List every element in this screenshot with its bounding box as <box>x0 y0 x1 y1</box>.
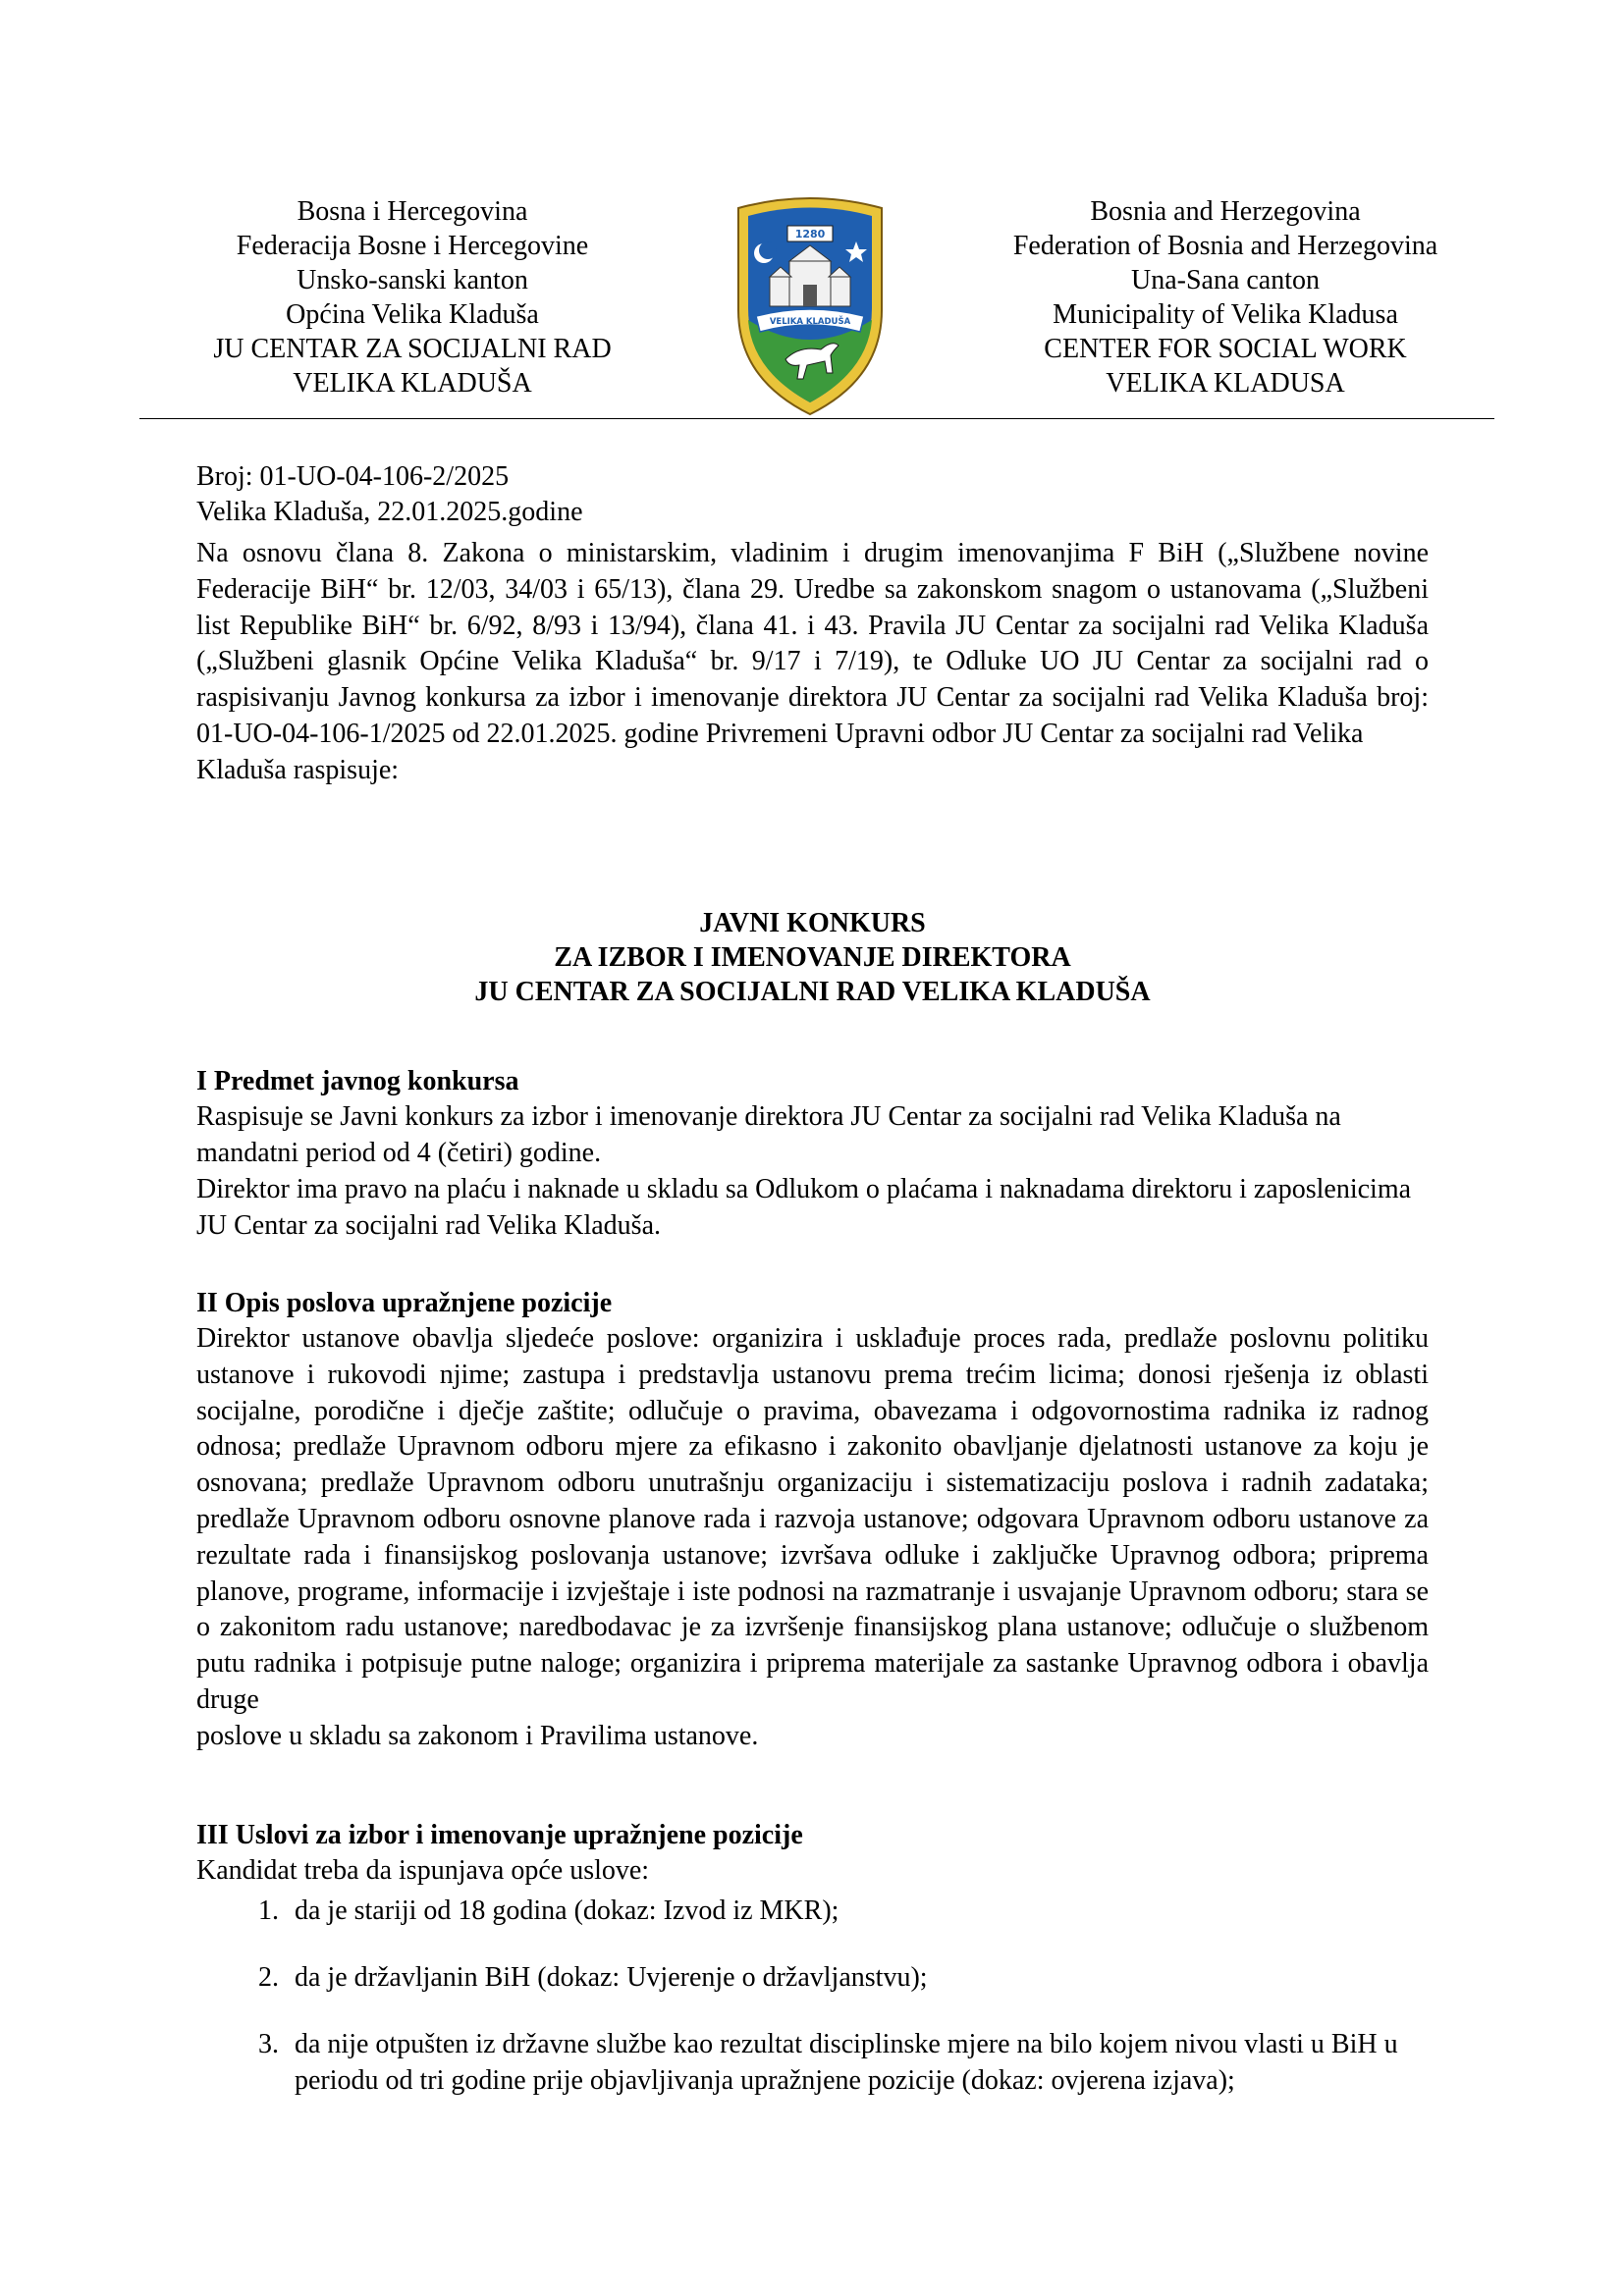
header-left-line: Federacija Bosne i Hercegovine <box>236 231 589 261</box>
list-item-number: 2. <box>258 1962 279 1993</box>
header-right-line: Municipality of Velika Kladusa <box>1053 299 1398 330</box>
intro-paragraph <box>196 536 1429 789</box>
header-left-line: Općina Velika Kladuša <box>286 299 539 330</box>
section-1-paragraph-2: Direktor ima pravo na plaću i naknade u skladu sa Odlukom o plaćama i naknadama direktoru i zaposlenicima JU Centar za socijalni rad Velika Kladuša. <box>196 1174 1412 1241</box>
svg-text:VELIKA KLADUŠA: VELIKA KLADUŠA <box>769 317 851 327</box>
header-right-line: CENTER FOR SOCIAL WORK <box>1044 334 1407 364</box>
title-line: JU CENTAR ZA SOCIJALNI RAD VELIKA KLADUŠA <box>474 977 1151 1007</box>
list-item-text: da je državljanin BiH (dokaz: Uvjerenje o državljanstvu); <box>295 1962 928 1993</box>
header-right-line: Una-Sana canton <box>1130 265 1321 295</box>
section-2-heading: II Opis poslova upražnjene pozicije <box>196 1288 613 1318</box>
header-left-line: Unsko-sanski kanton <box>297 265 528 295</box>
section-1-paragraph-1: Raspisuje se Javni konkurs za izbor i imenovanje direktora JU Centar za socijalni rad Velika Kladuša na mandatni period od 4 (četiri) godine. <box>196 1101 1341 1168</box>
section-2-body: Direktor ustanove obavlja sljedeće poslove: organizira i usklađuje proces rada, predlaže poslovnu politiku ustanove i rukovodi njime; zastupa i predstavlja ustanovu prema trećim licima; donosi rješenja iz oblasti socijalne, porodične i dječje zaštite; odlučuje o pravima, obavezama i odgovornostima radnika iz radnog odnosa; predlaže Upravnom odboru mjere za efikasno i zakonito obavljanje djelatnosti ustanove za koju je osnovana; predlaže Upravnom odboru unutrašnju organizaciju i sistematizaciju poslova i radnih zadataka; predlaže Upravnom odboru osnovne planove rada i razvoja ustanove; odgovara Upravnom odboru ustanove za rezultate rada i finansijskog poslovanja ustanove; izvršava odluke i zaključke Upravnog odbora; priprema planove, programe, informacije i izvještaje i iste podnosi na razmatranje i usvajanje Upravnom odboru; stara se o zakonitom radu ustanove; naredbodavac je za izvršenje finansijskog plana ustanove; odlučuje o službenom putu radnika i potpisuje putne naloge; organizira i priprema materijale za sastanke Upravnog odbora i obavlja druge <box>196 1323 1429 1715</box>
intro-body: Na osnovu člana 8. Zakona o ministarskim, vladinim i drugim imenovanjima F BiH („Službene novine Federacije BiH“ br. 12/03, 34/03 i 65/13), člana 29. Uredbe sa zakonskom snagom o ustanovama („Službeni list Republike BiH“ br. 6/92, 8/93 i 13/94), člana 41. i 43. Pravila JU Centar za socijalni rad Velika Kladuša („Službeni glasnik Općine Velika Kladuša“ br. 9/17 i 7/19), te Odluke UO JU Centar za socijalni rad o raspisivanju Javnog konkursa za izbor i imenovanje direktora JU Centar za socijalni rad Velika Kladuša broj: 01-UO-04-106-1/2025 od 22.01.2025. godine Privremeni Upravni odbor JU Centar za socijalni rad Velika <box>196 538 1429 749</box>
header-left-line: Bosna i Hercegovina <box>297 196 528 227</box>
document-place-date: Velika Kladuša, 22.01.2025.godine <box>196 497 583 527</box>
document-meta <box>196 459 583 530</box>
header-right-line: Federation of Bosnia and Herzegovina <box>1012 231 1438 261</box>
header-left-block <box>182 194 643 400</box>
document-title <box>196 906 1429 1009</box>
title-line: ZA IZBOR I IMENOVANJE DIREKTORA <box>554 942 1071 973</box>
list-item-text: da nije otpušten iz državne službe kao rezultat disciplinske mjere na bilo kojem nivou vlasti u BiH u periodu od tri godine prije objavljivanja upražnjene pozicije (dokaz: ovjerena izjava); <box>295 2029 1398 2096</box>
section-2-last-line: poslove u skladu sa zakonom i Pravilima ustanove. <box>196 1720 759 1751</box>
list-item-number: 1. <box>258 1896 279 1926</box>
svg-text:1280: 1280 <box>794 228 826 240</box>
list-item-number: 3. <box>258 2029 279 2059</box>
list-item-text: da je stariji od 18 godina (dokaz: Izvod iz MKR); <box>295 1896 839 1926</box>
section-2-paragraph <box>196 1321 1429 1755</box>
coat-of-arms-icon <box>731 192 890 416</box>
header-right-line: VELIKA KLADUSA <box>1106 368 1345 399</box>
header-right-line: Bosnia and Herzegovina <box>1090 196 1361 227</box>
header-divider <box>139 418 1494 419</box>
section-3-lead: Kandidat treba da ispunjava opće uslove: <box>196 1855 650 1886</box>
header-left-line: JU CENTAR ZA SOCIJALNI RAD <box>213 334 612 364</box>
title-line: JAVNI KONKURS <box>699 908 926 938</box>
header-right-block <box>985 194 1466 400</box>
section-3-heading: III Uslovi za izbor i imenovanje upražnjene pozicije <box>196 1820 803 1850</box>
document-number: Broj: 01-UO-04-106-2/2025 <box>196 461 510 492</box>
intro-last-line: Kladuša raspisuje: <box>196 754 400 785</box>
header-left-line: VELIKA KLADUŠA <box>293 368 532 399</box>
section-1-heading: I Predmet javnog konkursa <box>196 1066 519 1096</box>
